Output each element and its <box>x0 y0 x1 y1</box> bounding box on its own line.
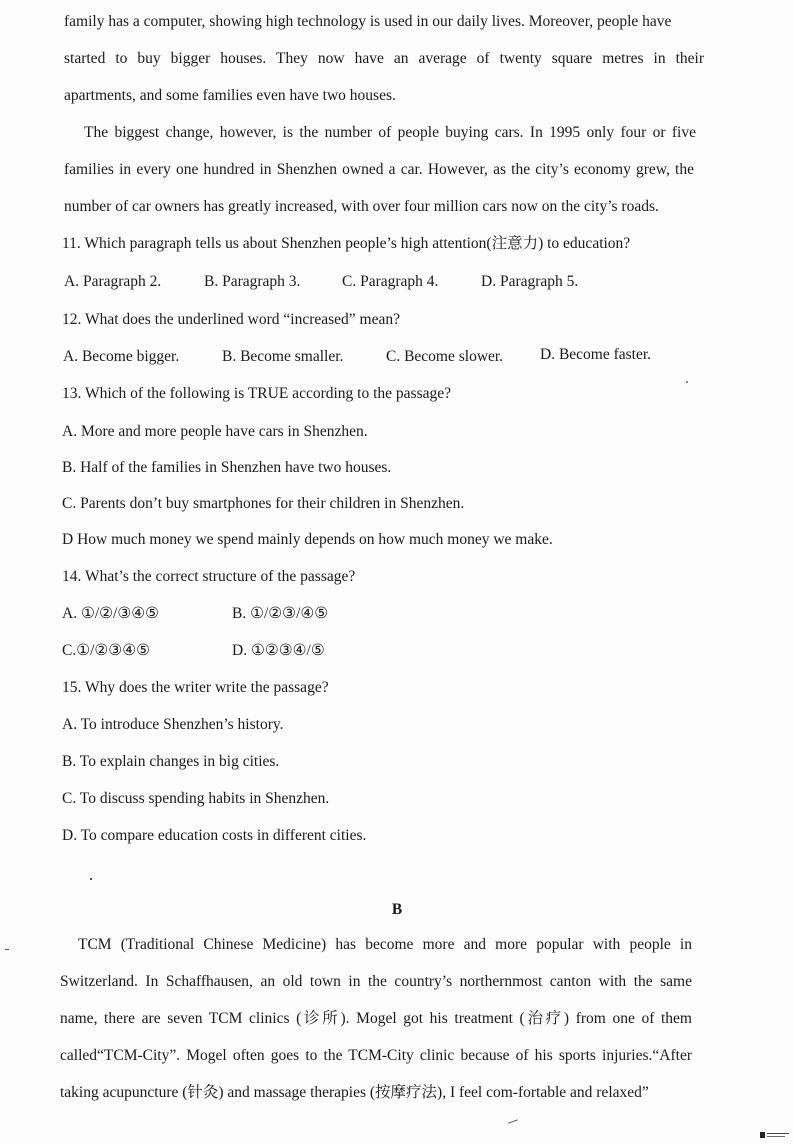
question-13-option-c[interactable]: C. Parents don’t buy smartphones for their children in Shenzhen. <box>62 495 465 512</box>
question-12-option-d[interactable]: D. Become faster. <box>540 346 652 363</box>
scanner-logo-icon <box>760 1131 790 1139</box>
question-15-option-b[interactable]: B. To explain changes in big cities. <box>62 753 280 770</box>
question-11-option-b[interactable]: B. Paragraph 3. <box>204 273 301 290</box>
passage-line: apartments, and some families even have two houses. <box>64 87 396 104</box>
section-b-line: TCM (Traditional Chinese Medicine) has become more and more popular with people in <box>78 936 692 953</box>
question-11-option-d[interactable]: D. Paragraph 5. <box>481 273 579 290</box>
scan-speck <box>5 949 9 950</box>
section-b-title: B <box>391 901 403 918</box>
passage-line: started to buy bigger houses. They now have an average of twenty square metres in their <box>64 50 704 67</box>
question-12-option-b[interactable]: B. Become smaller. <box>222 348 344 365</box>
question-11-option-a[interactable]: A. Paragraph 2. <box>64 273 162 290</box>
scan-speck <box>508 1119 518 1123</box>
question-13-stem: 13. Which of the following is TRUE according to the passage? <box>62 385 451 402</box>
question-15-option-c[interactable]: C. To discuss spending habits in Shenzhen. <box>62 790 330 807</box>
question-15-option-a[interactable]: A. To introduce Shenzhen’s history. <box>62 716 284 733</box>
question-14-option-c[interactable]: C.①/②③④⑤ <box>62 642 150 659</box>
scan-speck <box>90 878 92 880</box>
question-12-option-c[interactable]: C. Become slower. <box>386 348 504 365</box>
passage-line: families in every one hundred in Shenzhen owned a car. However, as the city’s economy grew, the <box>64 161 694 178</box>
section-b-line: name, there are seven TCM clinics (诊所). Mogel got his treatment (治疗) from one of them <box>60 1010 692 1027</box>
passage-line <box>64 12 704 32</box>
question-15-option-d[interactable]: D. To compare education costs in different cities. <box>62 827 367 844</box>
question-14-option-d[interactable]: D. ①②③④/⑤ <box>232 642 325 659</box>
question-12-option-a[interactable]: A. Become bigger. <box>63 348 180 365</box>
question-14-option-b[interactable]: B. ①/②③/④⑤ <box>232 605 329 622</box>
scan-speck <box>686 381 688 383</box>
question-14-stem: 14. What’s the correct structure of the passage? <box>62 568 356 585</box>
question-13-option-a[interactable]: A. More and more people have cars in Shenzhen. <box>62 423 368 440</box>
section-b-line: Switzerland. In Schaffhausen, an old town in the country’s northernmost canton with the same <box>60 973 692 990</box>
question-11-option-c[interactable]: C. Paragraph 4. <box>342 273 439 290</box>
question-13-option-d[interactable]: D How much money we spend mainly depends on how much money we make. <box>62 531 553 548</box>
question-15-stem: 15. Why does the writer write the passage? <box>62 679 329 696</box>
question-11-stem: 11. Which paragraph tells us about Shenzhen people’s high attention(注意力) to education? <box>62 235 631 252</box>
question-13-option-b[interactable]: B. Half of the families in Shenzhen have two houses. <box>62 459 392 476</box>
section-b-line: called“TCM-City”. Mogel often goes to the TCM-City clinic because of his sports injuries.“After <box>60 1047 692 1064</box>
passage-line: number of car owners has greatly increased, with over four million cars now on the city’s roads. <box>64 198 659 215</box>
question-14-option-a[interactable]: A. ①/②/③④⑤ <box>62 605 160 622</box>
passage-text: family has a computer, showing high technology is used in our daily lives. Moreover, people have <box>64 13 672 30</box>
passage-line: The biggest change, however, is the number of people buying cars. In 1995 only four or five <box>84 124 696 141</box>
section-b-line: taking acupuncture (针灸) and massage therapies (按摩疗法), I feel com-fortable and relaxed” <box>60 1084 649 1101</box>
question-12-stem: 12. What does the underlined word “increased” mean? <box>62 311 400 328</box>
